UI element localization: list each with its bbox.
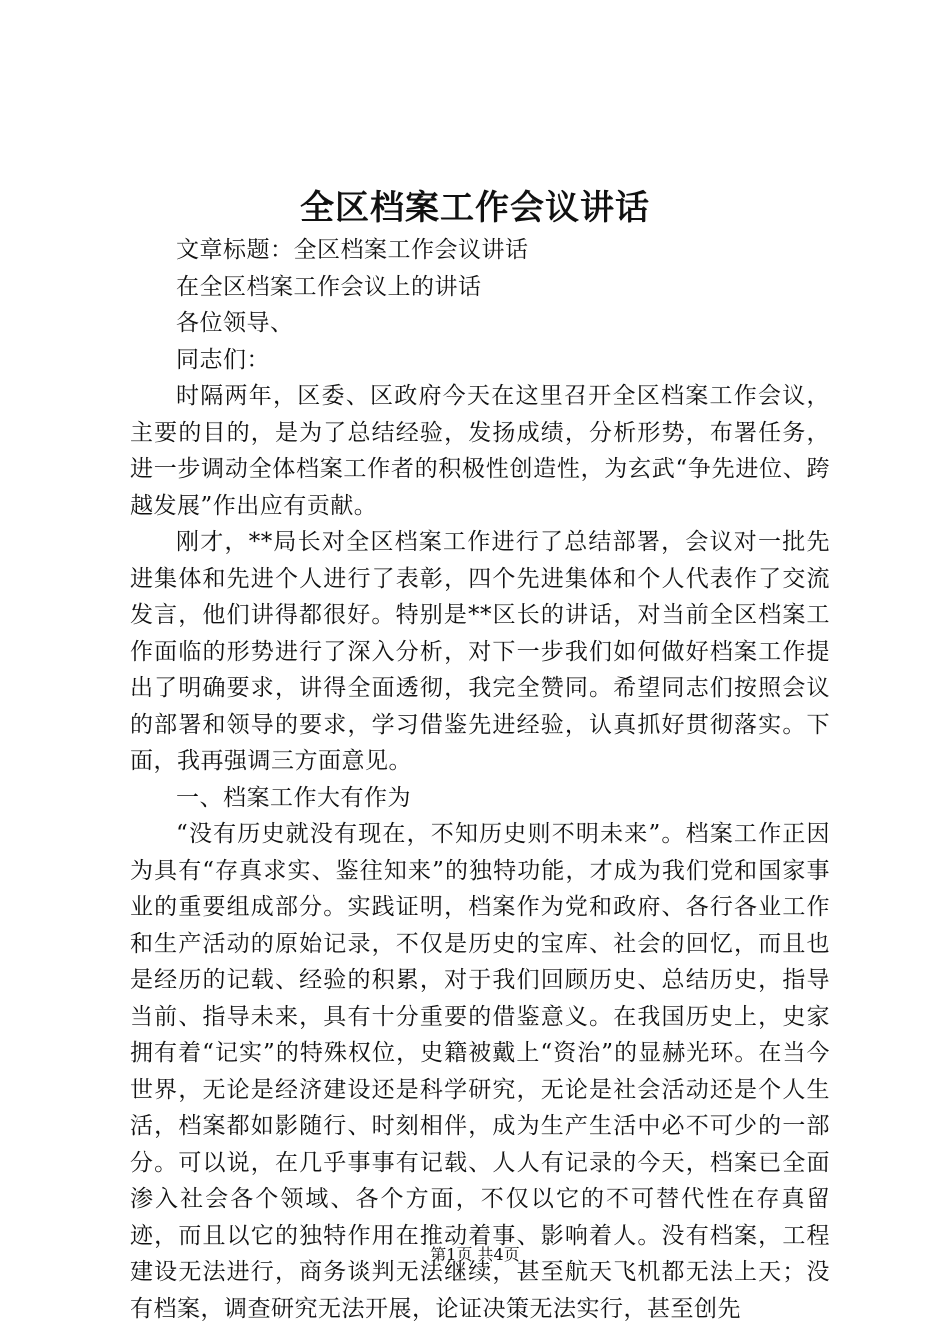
paragraph: 同志们： [176,346,270,373]
page-footer: 第1页 共4页 [430,1245,520,1264]
document-body [130,232,830,1327]
paragraph: 文章标题：全区档案工作会议讲话 [176,237,529,263]
paragraph: 刚才，**局长对全区档案工作进行了总结部署，会议对一批先进集体和先进个人进行了表彰，四个先进集体和个人代表作了交流发言，他们讲得都很好。特别是**区长的讲话，对当前全区档案工作面临的形势进行了深入分析，对下一步我们如何做好档案工作提出了明确要求，讲得全面透彻，我完全赞同。希望同志们按照会议的部署和领导的要求，学习借鉴先进经验，认真抓好贯彻落实。下面，我再强调三方面意见。 [130,529,830,774]
paragraph: “没有历史就没有现在，不知历史则不明未来”。档案工作正因为具有“存真求实、鉴往知来”的独特功能，才成为我们党和国家事业的重要组成部分。实践证明，档案作为党和政府、各行各业工作和生产活动的原始记录，不仅是历史的宝库、社会的回忆，而且也是经历的记载、经验的积累，对于我们回顾历史、总结历史，指导当前、指导未来，具有十分重要的借鉴意义。在我国历史上，史家拥有着“记实”的特殊权位，史籍被戴上“资治”的显赫光环。在当今世界，无论是经济建设还是科学研究，无论是社会活动还是个人生活，档案都如影随行、时刻相伴，成为生产生活中必不可少的一部分。可以说，在几乎事事有记载、人人有记录的今天，档案已全面渗入社会各个领域、各个方面，不仅以它的不可替代性在存真留迹，而且以它的独特作用在推动着事、影响着人。没有档案，工程建设无法进行，商务谈判无法继续，甚至航天飞机都无法上天；没有档案，调查研究无法开展，论证决策无法实行，甚至创先 [130,821,830,1322]
paragraph: 时隔两年，区委、区政府今天在这里召开全区档案工作会议，主要的目的，是为了总结经验，发扬成绩，分析形势，布署任务，进一步调动全体档案工作者的积极性创造性，为玄武“争先进位、跨越发展”作出应有贡献。 [130,383,830,519]
document-title: 全区档案工作会议讲话 [300,188,650,228]
paragraph: 各位领导、 [176,310,294,336]
section-heading: 一、档案工作大有作为 [176,784,411,811]
paragraph: 在全区档案工作会议上的讲话 [176,273,482,300]
